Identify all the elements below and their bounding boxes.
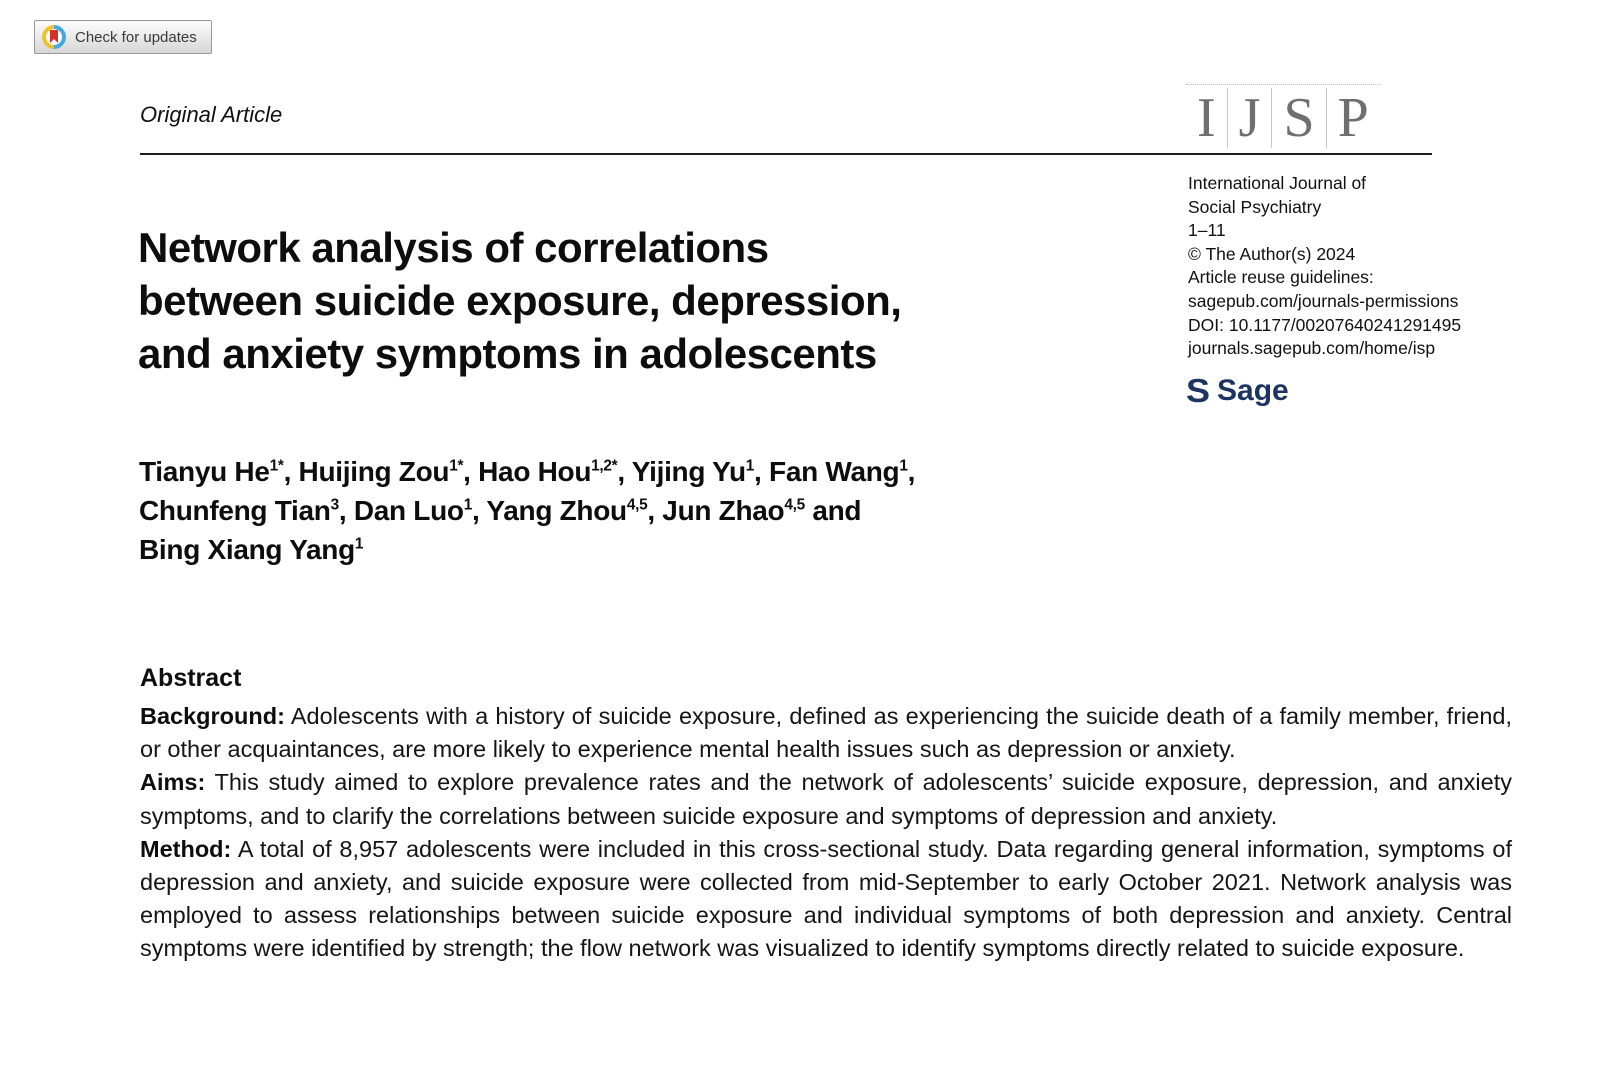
sage-s-mark: S <box>1186 371 1211 410</box>
author-affiliation-superscript: 1 <box>354 535 364 553</box>
ijsp-journal-logo <box>1186 84 1380 148</box>
sage-wordmark: Sage <box>1217 374 1289 407</box>
author-affiliation-superscript: 1* <box>449 457 464 475</box>
ijsp-letter: J <box>1227 88 1272 148</box>
author-affiliation-superscript: 1* <box>269 457 284 475</box>
crossmark-icon <box>42 25 66 49</box>
abstract-paragraph-label: Method: <box>140 835 232 862</box>
abstract-paragraph-label: Background: <box>140 703 285 729</box>
author-affiliation-superscript: 4,5 <box>626 496 648 514</box>
journal-info-line: DOI: 10.1177/00207640241291495 <box>1188 314 1462 335</box>
author-list <box>139 452 915 569</box>
abstract-paragraph: Aims: This study aimed to explore prevalence rates and the network of adolescents’ suicide exposure, depression, and anxiety symptoms, and to clarify the correlations between suicide exposure and symptoms of depression and anxiety. <box>140 769 1512 829</box>
header-divider <box>140 153 1432 155</box>
author-affiliation-superscript: 4,5 <box>784 496 805 514</box>
journal-info-line: sagepub.com/journals-permissions <box>1188 290 1459 311</box>
journal-info-line: Social Psychiatry <box>1188 196 1322 217</box>
check-for-updates-button[interactable] <box>34 20 212 54</box>
article-title: Network analysis of correlations between suicide exposure, depression, and anxiety symptoms in adolescents <box>138 224 902 378</box>
ijsp-letter: I <box>1197 87 1216 149</box>
author-line: Tianyu $He^{1*}$, Huijing Zou$^{1*}$, Hao Hou$^{1,2*}$, Yijing Yu$^1$, Fan Wang$^1$, <box>139 456 916 487</box>
journal-info-line: International Journal of <box>1188 173 1367 193</box>
author-affiliation-superscript: 1,2* <box>591 457 618 475</box>
journal-info-line: journals.sagepub.com/home/isp <box>1188 338 1436 359</box>
journal-info-line: © The Author(s) 2024 <box>1188 243 1356 264</box>
abstract-heading: Abstract <box>140 664 242 692</box>
abstract-paragraph-label: Aims: <box>140 769 206 796</box>
author-affiliation-superscript: 3 <box>330 496 339 514</box>
check-for-updates-label: Check for updates <box>75 28 197 46</box>
abstract-section <box>140 664 1512 966</box>
abstract-paragraph: Method: A total of 8,957 adolescents were included in this cross-sectional study. Data regarding general information, symptoms of depression and anxiety, and suicide exposure were collected from mid-September to early October 2021. Network analysis was employed to assess relationships between suicide exposure and individual symptoms of both depression and anxiety. Central symptoms were identified by strength; the flow network was visualized to identify symptoms directly related to suicide exposure. <box>140 835 1512 962</box>
journal-info-block <box>1188 172 1461 361</box>
ijsp-letter: S <box>1271 88 1325 148</box>
journal-info-line: Article reuse guidelines: <box>1188 267 1374 288</box>
abstract-paragraph: Background: Adolescents with a history of suicide exposure, defined as experiencing the suicide death of a family member, friend, or other acquaintances, are more likely to experience mental health issues such as depression or anxiety. <box>140 703 1512 763</box>
journal-info-line: 1–11 <box>1188 220 1226 241</box>
article-type-label: Original Article <box>140 102 283 127</box>
author-affiliation-superscript: 1 <box>463 496 472 514</box>
author-affiliation-superscript: 1 <box>745 457 755 475</box>
ijsp-letter: P <box>1326 88 1380 148</box>
sage-logo <box>1186 371 1289 410</box>
author-line: Chunfeng Tian$^3$, Dan Luo$^1$, Yang Zhou$^{4,5}$, Jun Zhao$^{4,5}$ and <box>139 495 862 526</box>
author-affiliation-superscript: 1 <box>899 457 908 475</box>
author-line: Bing Xiang Yang$^1$ <box>139 534 364 565</box>
